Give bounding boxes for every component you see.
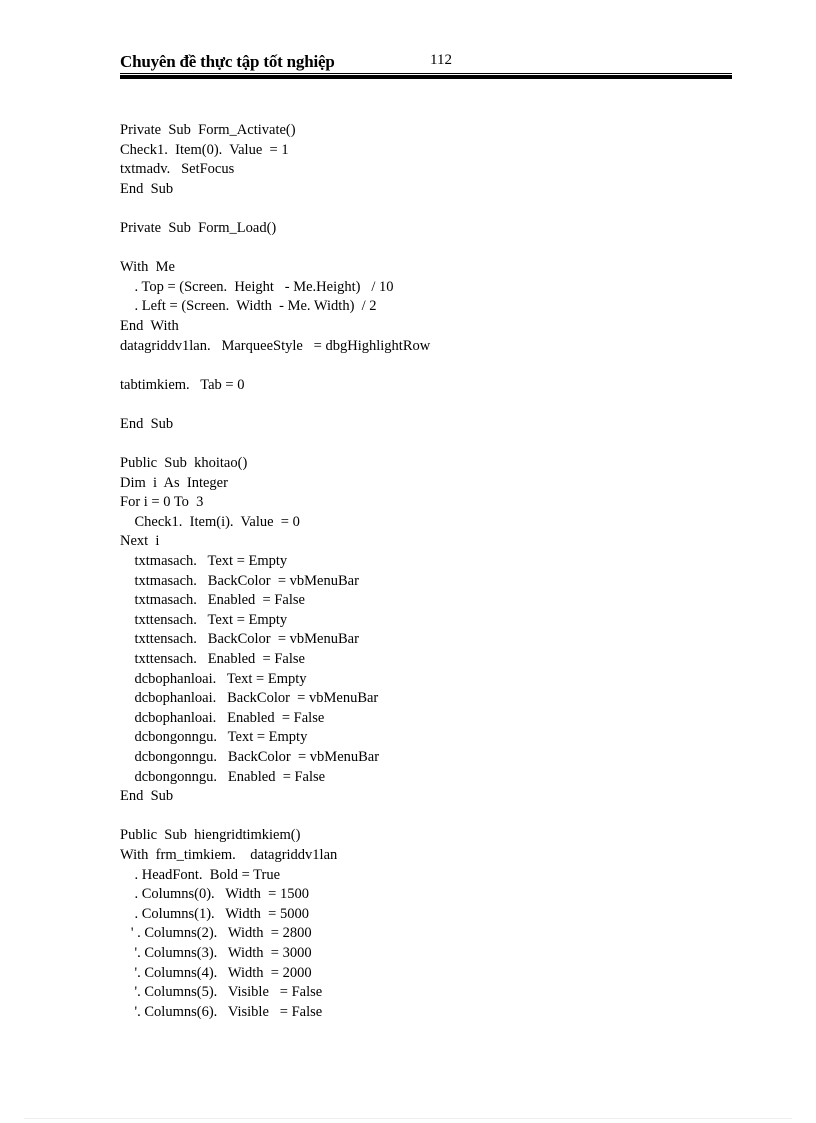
- code-line: [120, 199, 720, 219]
- page-bottom-edge: [24, 1118, 792, 1119]
- code-line: [120, 356, 720, 376]
- code-line: For i = 0 To 3: [120, 494, 204, 511]
- code-line: '. Columns(4). Width = 2000: [120, 964, 312, 981]
- code-line: End Sub: [120, 788, 174, 805]
- code-line: Check1. Item(0). Value = 1: [120, 141, 289, 158]
- code-line: dcbongonngu. BackColor = vbMenuBar: [120, 749, 380, 765]
- code-line: datagriddv1lan. MarqueeStyle = dbgHighlightRow: [120, 337, 431, 354]
- code-line: . Top = (Screen. Height - Me.Height) / 10: [120, 278, 394, 295]
- code-line: With Me: [120, 259, 175, 276]
- code-line: Private Sub Form_Activate(): [120, 122, 296, 138]
- header-rule-thin: [120, 73, 732, 74]
- code-line: dcbophanloai. BackColor = vbMenuBar: [120, 690, 379, 707]
- code-line: '. Columns(3). Width = 3000: [120, 944, 312, 961]
- header-rule-thick: [120, 75, 732, 79]
- code-line: [120, 239, 720, 259]
- code-line: Next i: [120, 533, 160, 550]
- code-line: . Columns(1). Width = 5000: [120, 905, 309, 922]
- code-line: End With: [120, 317, 179, 334]
- code-line: End Sub: [120, 415, 174, 432]
- code-line: Public Sub hiengridtimkiem(): [120, 827, 301, 844]
- code-line: [120, 807, 720, 827]
- code-line: txtmasach. Enabled = False: [120, 592, 305, 609]
- code-line: . Left = (Screen. Width - Me. Width) / 2: [120, 298, 377, 315]
- code-line: txtmasach. Text = Empty: [120, 553, 288, 570]
- code-line: Dim i As Integer: [120, 474, 228, 491]
- code-line: [120, 395, 720, 415]
- code-line: dcbongonngu. Enabled = False: [120, 768, 326, 785]
- code-line: Check1. Item(i). Value = 0: [120, 513, 300, 530]
- code-line: txttensach. BackColor = vbMenuBar: [120, 631, 359, 648]
- code-line: . HeadFont. Bold = True: [120, 866, 281, 883]
- code-line: [120, 435, 720, 455]
- code-line: dcbophanloai. Text = Empty: [120, 670, 307, 687]
- code-line: dcbophanloai. Enabled = False: [120, 709, 325, 726]
- code-line: End Sub: [120, 180, 174, 197]
- code-line: '. Columns(5). Visible = False: [120, 984, 323, 1001]
- code-line: txtmadv. SetFocus: [120, 161, 235, 178]
- header-title: Chuyên đề thực tập tốt nghiệp: [120, 52, 335, 71]
- code-line: . Columns(0). Width = 1500: [120, 886, 309, 903]
- code-line: txttensach. Text = Empty: [120, 611, 288, 628]
- code-line: Public Sub khoitao(): [120, 455, 248, 472]
- code-listing: [120, 121, 720, 1022]
- code-line: txttensach. Enabled = False: [120, 651, 305, 668]
- code-line: txtmasach. BackColor = vbMenuBar: [120, 572, 359, 589]
- code-line: dcbongonngu. Text = Empty: [120, 729, 308, 746]
- code-line: tabtimkiem. Tab = 0: [120, 376, 245, 393]
- code-line: '. Columns(6). Visible = False: [120, 1003, 323, 1020]
- code-line: With frm_timkiem. datagriddv1lan: [120, 846, 338, 863]
- page-number: 112: [430, 52, 452, 68]
- code-line: ' . Columns(2). Width = 2800: [120, 925, 312, 942]
- code-line: Private Sub Form_Load(): [120, 219, 277, 236]
